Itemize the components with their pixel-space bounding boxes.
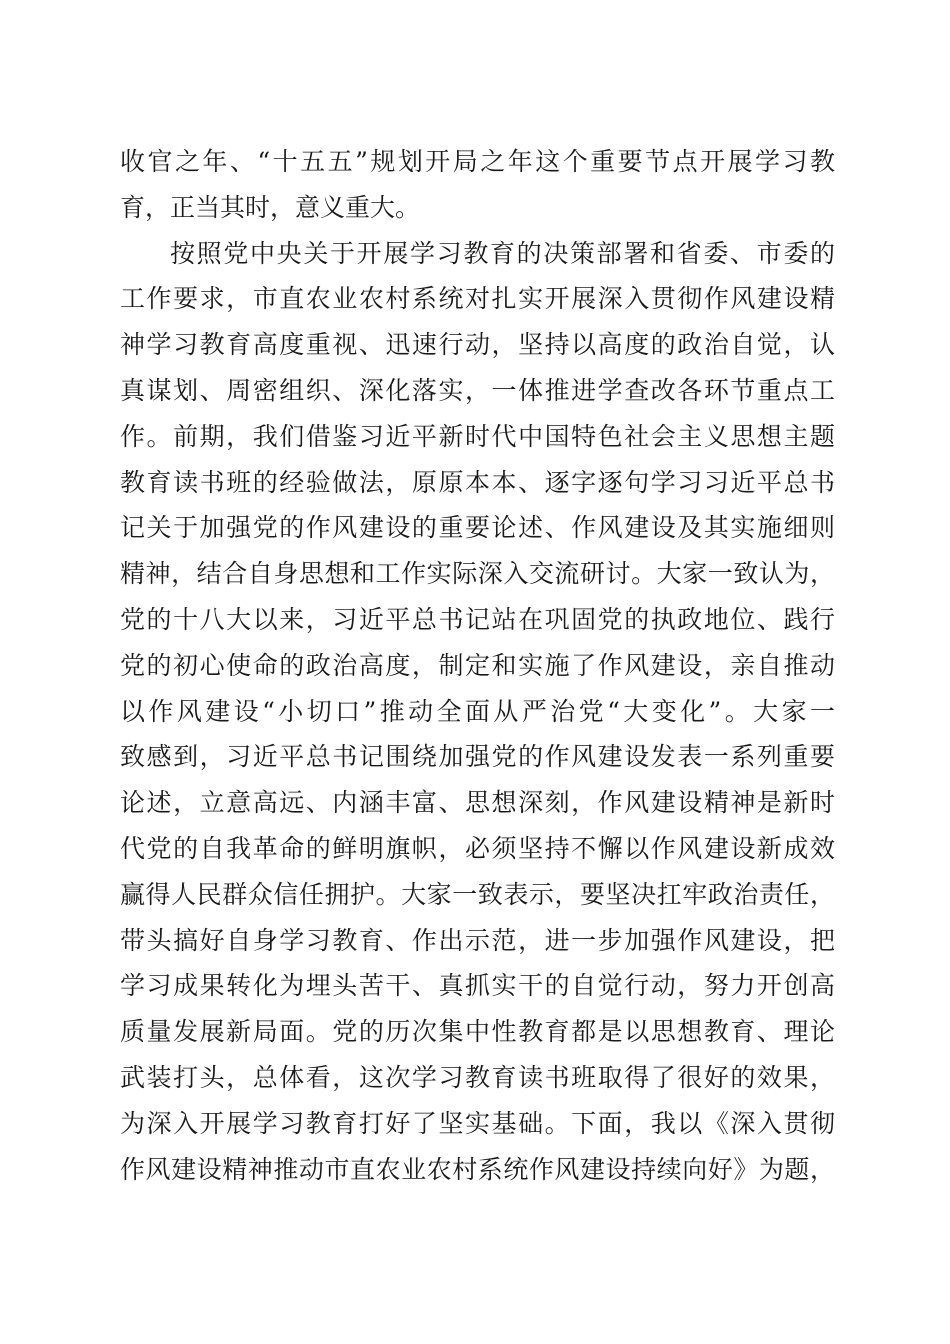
- text-line-3: 按照党中央关于开展学习教育的决策部署和省委、市委的: [170, 238, 835, 268]
- body-text: [120, 139, 835, 1192]
- text-line-18: 带头搞好自身学习教育、作出示范，进一步加强作风建设，把: [120, 925, 835, 955]
- text-line-17: 赢得人民群众信任拥护。大家一致表示，要坚决扛牢政治责任，: [120, 879, 835, 909]
- text-line-5: 神学习教育高度重视、迅速行动，坚持以高度的政治自觉，认: [120, 330, 835, 360]
- text-line-1: 收官之年、“十五五”规划开局之年这个重要节点开展学习教: [120, 147, 835, 176]
- text-line-8: 教育读书班的经验做法，原原本本、逐字逐句学习习近平总书: [120, 467, 835, 497]
- text-line-2: 育，正当其时，意义重大。: [120, 192, 421, 222]
- text-line-15: 论述，立意高远、内涵丰富、思想深刻，作风建设精神是新时: [120, 788, 835, 818]
- text-line-16: 代党的自我革命的鲜明旗帜，必须坚持不懈以作风建设新成效: [120, 833, 835, 863]
- text-line-7: 作。前期，我们借鉴习近平新时代中国特色社会主义思想主题: [120, 421, 835, 451]
- text-line-23: 作风建设精神推动市直农业农村系统作风建设持续向好》为题，: [120, 1154, 835, 1184]
- text-line-21: 武装打头，总体看，这次学习教育读书班取得了很好的效果，: [120, 1062, 835, 1092]
- text-line-19: 学习成果转化为埋头苦干、真抓实干的自觉行动，努力开创高: [120, 971, 835, 1001]
- text-line-11: 党的十八大以来，习近平总书记站在巩固党的执政地位、践行: [120, 604, 835, 634]
- text-line-13: 以作风建设“小切口”推动全面从严治党“大变化”。大家一: [120, 696, 835, 726]
- text-line-14: 致感到，习近平总书记围绕加强党的作风建设发表一系列重要: [120, 742, 835, 772]
- text-line-20: 质量发展新局面。党的历次集中性教育都是以思想教育、理论: [120, 1017, 835, 1047]
- text-line-9: 记关于加强党的作风建设的重要论述、作风建设及其实施细则: [120, 513, 835, 543]
- text-line-22: 为深入开展学习教育打好了坚实基础。下面，我以《深入贯彻: [120, 1108, 835, 1138]
- text-line-12: 党的初心使命的政治高度，制定和实施了作风建设，亲自推动: [120, 650, 835, 680]
- text-line-10: 精神，结合自身思想和工作实际深入交流研讨。大家一致认为，: [120, 559, 835, 589]
- text-line-4: 工作要求，市直农业农村系统对扎实开展深入贯彻作风建设精: [120, 284, 835, 314]
- text-line-6: 真谋划、周密组织、深化落实，一体推进学查改各环节重点工: [120, 375, 835, 405]
